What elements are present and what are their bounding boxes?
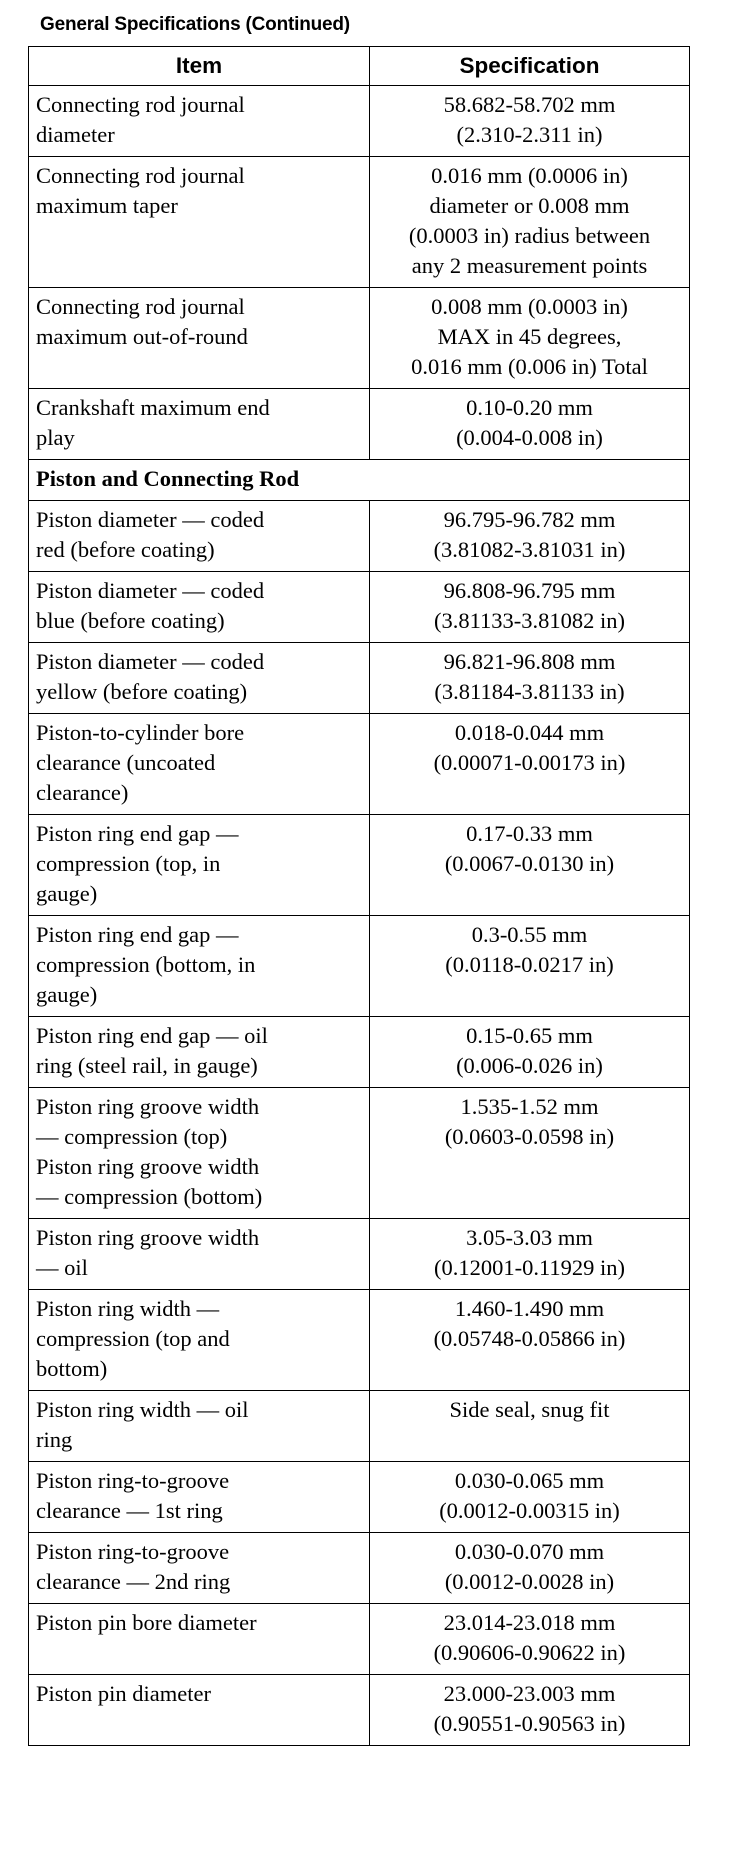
- specification-text: 0.3-0.55 mm: [471, 922, 588, 947]
- specification-cell: [370, 916, 690, 1017]
- specification-text: 0.030-0.065 mm: [454, 1468, 605, 1493]
- specification-text: (0.00071-0.00173 in): [433, 750, 626, 775]
- specification-text: (3.81082-3.81031 in): [433, 537, 626, 562]
- table-row: [29, 1533, 690, 1604]
- specification-text: 0.15-0.65 mm: [466, 1023, 593, 1048]
- specification-cell: [370, 1533, 690, 1604]
- specification-cell: [370, 1017, 690, 1088]
- item-text: red (before coating): [36, 537, 215, 562]
- item-cell: [29, 1290, 370, 1391]
- item-cell: [29, 501, 370, 572]
- item-text: compression (top, in: [36, 851, 221, 876]
- specification-text: 0.016 mm (0.006 in) Total: [411, 354, 648, 379]
- item-text: Piston ring width —: [36, 1296, 220, 1321]
- item-text: clearance): [36, 780, 129, 805]
- item-cell: [29, 157, 370, 288]
- item-text: Connecting rod journal: [36, 92, 245, 117]
- specification-text: 96.795-96.782 mm: [443, 507, 616, 532]
- specification-text: 0.008 mm (0.0003 in): [431, 294, 628, 319]
- item-cell: [29, 86, 370, 157]
- table-row: [29, 501, 690, 572]
- table-row: [29, 1462, 690, 1533]
- item-text: compression (top and: [36, 1326, 230, 1351]
- item-text: Piston ring end gap —: [36, 922, 239, 947]
- specification-text: 0.030-0.070 mm: [454, 1539, 605, 1564]
- table-row: [29, 1604, 690, 1675]
- item-text: ring (steel rail, in gauge): [36, 1053, 258, 1078]
- item-text: ring: [36, 1427, 73, 1452]
- item-text: Piston pin bore diameter: [36, 1610, 257, 1635]
- table-row: [29, 643, 690, 714]
- specification-text: 0.10-0.20 mm: [466, 395, 593, 420]
- item-cell: [29, 714, 370, 815]
- table-row: [29, 86, 690, 157]
- table-row: [29, 1219, 690, 1290]
- specification-text: (3.81133-3.81082 in): [433, 608, 626, 633]
- specification-text: diameter or 0.008 mm: [429, 193, 630, 218]
- item-text: — compression (top): [36, 1124, 228, 1149]
- specification-cell: [370, 157, 690, 288]
- table-row: [29, 1675, 690, 1746]
- item-text: Piston ring groove width: [36, 1094, 260, 1119]
- item-text: clearance (uncoated: [36, 750, 216, 775]
- specification-text: (3.81184-3.81133 in): [434, 679, 625, 704]
- item-text: compression (bottom, in: [36, 952, 256, 977]
- specification-cell: [370, 501, 690, 572]
- item-text: Piston ring groove width: [36, 1154, 260, 1179]
- item-text: Piston pin diameter: [36, 1681, 211, 1706]
- item-text: Piston diameter — coded: [36, 649, 265, 674]
- specification-cell: [370, 1675, 690, 1746]
- item-cell: [29, 1462, 370, 1533]
- item-text: Piston ring end gap — oil: [36, 1023, 268, 1048]
- item-cell: [29, 815, 370, 916]
- specification-text: (2.310-2.311 in): [456, 122, 603, 147]
- item-cell: [29, 572, 370, 643]
- specification-text: 96.821-96.808 mm: [443, 649, 616, 674]
- page-title: General Specifications (Continued): [40, 14, 350, 35]
- item-text: play: [36, 425, 75, 450]
- specification-cell: [370, 815, 690, 916]
- table-row: [29, 1391, 690, 1462]
- specification-text: (0.0012-0.0028 in): [444, 1569, 615, 1594]
- item-text: maximum taper: [36, 193, 178, 218]
- specification-text: (0.90551-0.90563 in): [433, 1711, 626, 1736]
- specification-text: (0.0603-0.0598 in): [444, 1124, 615, 1149]
- item-cell: [29, 1017, 370, 1088]
- specification-text: (0.05748-0.05866 in): [433, 1326, 626, 1351]
- table-row: [29, 1088, 690, 1219]
- specification-cell: [370, 643, 690, 714]
- item-text: Piston ring groove width: [36, 1225, 260, 1250]
- table-row: [29, 714, 690, 815]
- table-row: [29, 389, 690, 460]
- specification-cell: [370, 1290, 690, 1391]
- specification-text: (0.0067-0.0130 in): [444, 851, 615, 876]
- item-cell: [29, 288, 370, 389]
- item-text: Piston diameter — coded: [36, 578, 265, 603]
- specification-cell: [370, 1088, 690, 1219]
- specification-text: any 2 measurement points: [411, 253, 648, 278]
- column-header-item: Item: [29, 47, 370, 86]
- item-text: clearance — 2nd ring: [36, 1569, 231, 1594]
- specification-text: 23.000-23.003 mm: [443, 1681, 616, 1706]
- specification-cell: [370, 1604, 690, 1675]
- specification-cell: [370, 1219, 690, 1290]
- specification-text: (0.90606-0.90622 in): [433, 1640, 626, 1665]
- specification-text: 1.460-1.490 mm: [454, 1296, 605, 1321]
- item-cell: [29, 1533, 370, 1604]
- item-text: Piston-to-cylinder bore: [36, 720, 245, 745]
- specification-text: 23.014-23.018 mm: [443, 1610, 616, 1635]
- item-text: Piston ring-to-groove: [36, 1539, 230, 1564]
- section-row: [29, 460, 690, 501]
- specification-cell: [370, 572, 690, 643]
- specification-cell: [370, 288, 690, 389]
- specification-text: 0.016 mm (0.0006 in): [431, 163, 628, 188]
- item-text: diameter: [36, 122, 115, 147]
- specification-text: (0.004-0.008 in): [456, 425, 603, 450]
- item-cell: [29, 1675, 370, 1746]
- table-row: [29, 572, 690, 643]
- item-text: — oil: [36, 1255, 88, 1280]
- item-text: Connecting rod journal: [36, 294, 245, 319]
- item-cell: [29, 389, 370, 460]
- item-text: Crankshaft maximum end: [36, 395, 270, 420]
- specification-text: MAX in 45 degrees,: [437, 324, 622, 349]
- item-text: Piston ring width — oil: [36, 1397, 249, 1422]
- table-row: [29, 1290, 690, 1391]
- specification-cell: [370, 714, 690, 815]
- header-row: [29, 47, 690, 86]
- table-row: [29, 288, 690, 389]
- specification-text: (0.0003 in) radius between: [408, 223, 651, 248]
- item-text: — compression (bottom): [36, 1184, 263, 1209]
- item-text: bottom): [36, 1356, 108, 1381]
- item-text: Piston ring end gap —: [36, 821, 239, 846]
- item-text: maximum out-of-round: [36, 324, 248, 349]
- item-text: Piston ring-to-groove: [36, 1468, 230, 1493]
- specification-text: Side seal, snug fit: [449, 1397, 610, 1422]
- item-cell: [29, 1604, 370, 1675]
- item-text: gauge): [36, 982, 98, 1007]
- item-cell: [29, 1088, 370, 1219]
- item-text: blue (before coating): [36, 608, 225, 633]
- specification-text: (0.12001-0.11929 in): [433, 1255, 626, 1280]
- table-row: [29, 815, 690, 916]
- item-text: gauge): [36, 881, 98, 906]
- specification-text: 3.05-3.03 mm: [466, 1225, 593, 1250]
- specification-text: 1.535-1.52 mm: [460, 1094, 599, 1119]
- specification-text: 96.808-96.795 mm: [443, 578, 616, 603]
- specification-text: 0.17-0.33 mm: [466, 821, 593, 846]
- item-cell: [29, 643, 370, 714]
- item-cell: [29, 916, 370, 1017]
- specification-cell: [370, 389, 690, 460]
- section-heading: Piston and Connecting Rod: [29, 460, 690, 501]
- table-row: [29, 916, 690, 1017]
- table-row: [29, 1017, 690, 1088]
- specification-text: 0.018-0.044 mm: [454, 720, 605, 745]
- specification-cell: [370, 1391, 690, 1462]
- specification-text: (0.006-0.026 in): [456, 1053, 603, 1078]
- spec-table: [28, 46, 690, 1746]
- specification-cell: [370, 1462, 690, 1533]
- item-text: yellow (before coating): [36, 679, 248, 704]
- item-text: Connecting rod journal: [36, 163, 245, 188]
- spec-table-body: [29, 86, 690, 1746]
- column-header-specification: Specification: [370, 47, 690, 86]
- item-cell: [29, 1219, 370, 1290]
- specification-text: (0.0118-0.0217 in): [445, 952, 614, 977]
- specification-text: (0.0012-0.00315 in): [439, 1498, 620, 1523]
- item-text: clearance — 1st ring: [36, 1498, 223, 1523]
- table-row: [29, 157, 690, 288]
- item-text: Piston diameter — coded: [36, 507, 265, 532]
- specification-text: 58.682-58.702 mm: [443, 92, 616, 117]
- item-cell: [29, 1391, 370, 1462]
- specification-cell: [370, 86, 690, 157]
